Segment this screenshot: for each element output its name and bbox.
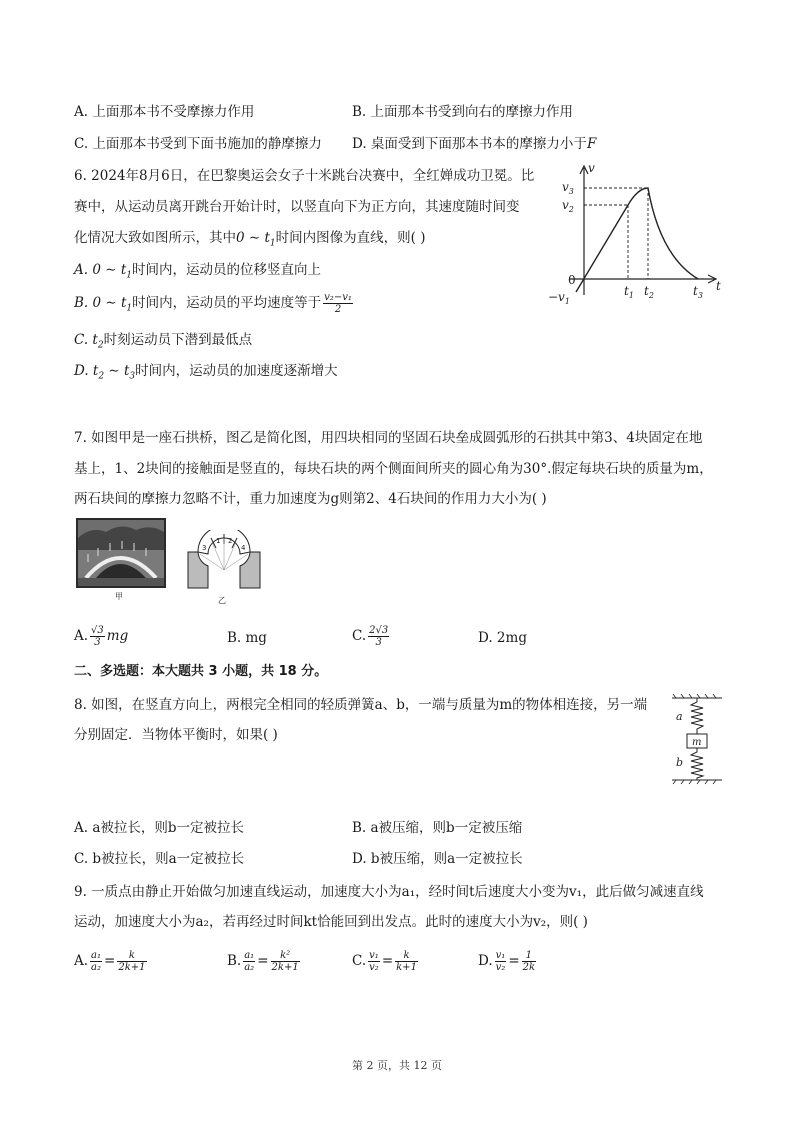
q7-option-c: C. $\frac{2√3}{3}$ — [352, 625, 389, 648]
arch-block-1: 1 — [216, 537, 221, 545]
spring-b-label: b — [676, 756, 684, 769]
graph-t2-label: $t_2$ — [644, 284, 654, 300]
graph-t1-label: $t_1$ — [624, 284, 634, 300]
section-multiple-choice-title: 二、多选题：本大题共 3 小题，共 18 分。 — [74, 664, 328, 679]
graph-origin: 0 — [568, 273, 576, 287]
q6-option-b: B. 0 ∼ $t_1$时间内，运动员的平均速度等于 $\frac{\text{v₂−v₁}}{2}$ — [74, 292, 352, 315]
q8-option-a: A. a被拉长，则b一定被拉长 — [74, 820, 245, 836]
q8-spring-diagram — [668, 694, 728, 786]
q6-stem-line3: 化情况大致如图所示，其中0 ∼ $t_1$时间内图像为直线，则( ) — [74, 230, 426, 249]
q5-option-a: A. 上面那本书不受摩擦力作用 — [74, 104, 255, 120]
spring-a-label: a — [676, 710, 683, 723]
mass-label: m — [692, 737, 702, 748]
q7-option-a: A. $\frac{√3}{3}$ mg — [74, 625, 129, 648]
q5-option-b: B. 上面那本书受到向右的摩擦力作用 — [352, 104, 574, 120]
q9-stem-line2: 运动，加速度大小为a₂，若再经过时间kt恰能回到出发点。此时的速度大小为v₂，则( ) — [74, 914, 588, 930]
q8-option-d: D. b被压缩，则a一定被拉长 — [352, 851, 523, 867]
q7-stem-line2: 基上，1、2块间的接触面是竖直的，每块石块的两个侧面间所夹的圆心角为30°.假定每块石块的质量为m， — [74, 461, 713, 477]
q6-option-a: A. 0 ∼ $t_1$时间内，运动员的位移竖直向上 — [74, 262, 321, 281]
graph-v2-label: $v_2$ — [562, 198, 574, 214]
q6-option-d: D. $t_2$ ∼ $t_3$时间内，运动员的加速度逐渐增大 — [74, 363, 338, 382]
spring-a — [691, 698, 703, 734]
q6-stem-line1: 6. 2024年8月6日，在巴黎奥运会女子十米跳台决赛中，全红婵成功卫冕。比 — [74, 168, 535, 184]
q6-option-b-fraction: $\frac{\text{v₂−v₁}}{2}$ — [324, 292, 352, 315]
q9-option-d: D. $\frac{\text{v₁}}{\text{v₂}}$ = $\frac{1}{2k}$ — [478, 950, 536, 973]
q7-fig-jia-label: 甲 — [115, 592, 123, 601]
q7-fig-yi-label: 乙 — [218, 596, 226, 605]
q5-option-d: D. 桌面受到下面那本书本的摩擦力小于F — [352, 136, 597, 152]
q7-stem-line3: 两石块间的摩擦力忽略不计，重力加速度为g则第2、4石块间的作用力大小为( ) — [74, 491, 547, 507]
q9-option-c: C. $\frac{\text{v₁}}{\text{v₂}}$ = $\frac{k}{k+1}$ — [352, 950, 417, 973]
q9-stem-line1: 9. 一质点由静止开始做匀加速直线运动，加速度大小为a₁，经时间t后速度大小变为v₁，此后做匀减速直线 — [74, 884, 704, 900]
q7-bridge-photo — [76, 518, 166, 588]
spring-b — [691, 748, 703, 780]
arch-block-3: 3 — [202, 544, 207, 552]
q6-option-c: C. $t_2$时刻运动员下潜到最低点 — [74, 332, 253, 351]
graph-x-label: t — [716, 279, 721, 293]
page-footer: 第 2 页，共 12 页 — [352, 1059, 442, 1072]
q7-stem-line1: 7. 如图甲是一座石拱桥，图乙是简化图，用四块相同的坚固石块垒成圆弧形的石拱其中第3、4块固定在地 — [74, 430, 703, 446]
q7-option-d: D. 2mg — [478, 630, 527, 646]
graph-curve-segment — [628, 188, 698, 279]
q7-arch-diagram — [184, 530, 264, 590]
graph-t3-label: $t_3$ — [693, 284, 703, 300]
q6-vt-graph — [540, 160, 730, 315]
q8-stem-line2: 分别固定．当物体平衡时，如果( ) — [74, 727, 278, 743]
q6-stem-line2: 赛中，从运动员离开跳台开始计时，以竖直向下为正方向，其速度随时间变 — [74, 199, 520, 215]
q8-option-b: B. a被压缩，则b一定被压缩 — [352, 820, 523, 836]
arch-block-4: 4 — [241, 544, 246, 552]
q5-option-c: C. 上面那本书受到下面书施加的静摩擦力 — [74, 136, 322, 152]
q7-option-b: B. mg — [227, 630, 267, 646]
graph-y-label: v — [588, 161, 595, 175]
q9-option-a: A. $\frac{\text{a₁}}{\text{a₂}}$ = $\frac{k}{2k+1}$ — [74, 950, 146, 973]
arch-block-2: 2 — [228, 537, 233, 545]
graph-neg-v1-label: $-v_1$ — [548, 290, 570, 306]
q8-option-c: C. b被拉长，则a一定被拉长 — [74, 851, 245, 867]
q8-stem-line1: 8. 如图，在竖直方向上，两根完全相同的轻质弹簧a、b，一端与质量为m的物体相连接，另一端 — [74, 697, 648, 713]
graph-v3-label: $v_3$ — [562, 180, 574, 196]
q9-option-b: B. $\frac{\text{a₁}}{\text{a₂}}$ = $\frac{\text{k²}}{2k+1}$ — [227, 950, 299, 973]
